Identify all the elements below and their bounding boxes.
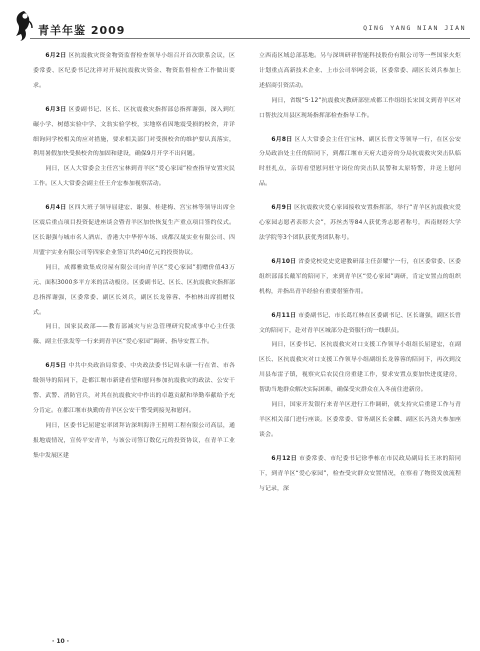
left-text-column — [33, 49, 235, 619]
chronicle-entry — [33, 320, 235, 350]
chronicle-entry — [259, 338, 461, 398]
entry-text: 市委副书记、市长葛红林在区委副书记、区长谢强，副区长曾文的陪同下，赴对青羊区城部分赴资服行的一线职员。 — [259, 312, 461, 334]
entry-text: 同日，区人大常委会主任宫宝林到青羊区“爱心家园”检查指导安置灾民工作。区人大常委会副主任王介宏参加视察活动。 — [33, 166, 235, 188]
entry-text: 同日，国家开发银行来青羊区进行工作调研，就支持灾后重建工作与青羊区相关部门进行座谈。区委常委、常务副区长金麟、副区长冯劲夫参加座谈会。 — [259, 402, 461, 438]
chronicle-entry — [33, 201, 235, 261]
entry-date: 6月3日 — [45, 106, 67, 113]
header-rule — [30, 38, 470, 39]
chronicle-entry — [259, 255, 461, 300]
chronicle-entry — [259, 49, 461, 94]
entry-date: 6月11日 — [271, 312, 297, 319]
entry-text: 市委常委、市纪委书记徐季栋在市民政局副局长王冰的陪同下，到青羊区“爱心家园”，检查受灾群众安置情况，在察看了物资发放流程与记录，深 — [259, 455, 461, 492]
entry-date: 6月9日 — [271, 205, 293, 212]
chronicle-entry — [33, 359, 235, 419]
entry-text: 同日，区委书记、区抗震救灾对口支援工作领导小组组长屈建宏，在副区长、区抗震救灾对口支援工作领导小组副组长龙蓉蓉的陪同下，再次到汶川县布雷子镇，视察灾后农民住房重建工作，要求安置点要加快进度建房，帮助当地群众解决实际困难，确保受灾群众在入冬前住进新房。 — [259, 342, 461, 394]
page-header — [0, 0, 480, 46]
entry-text: 同日，区委书记屈建宏率团拜访深圳海洋王照明工程有限公司高层，通报地震情况，宣传平安青羊，与该公司签订数亿元的投资协议，在青羊工业集中发展区建 — [33, 422, 235, 459]
chronicle-entry — [33, 419, 235, 464]
chronicle-entry — [259, 201, 461, 246]
chronicle-entry — [259, 452, 461, 497]
entry-text: 省委党校党史党建教研部主任彭耀宁一行，在区委常委、区委组织部部长戴军的陪同下，来到青羊区“爱心家园”调研，肯定安置点的组织机构，并指出青羊经验有重要借鉴作用。 — [259, 258, 461, 295]
entry-date: 6月8日 — [271, 136, 293, 143]
entry-date: 6月5日 — [45, 363, 67, 370]
chronicle-entry — [259, 94, 461, 124]
entry-text: 同日，国家民政部——教育部减灾与应急管理研究院成事中心主任张薇、副主任张发等一行来到青羊区“爱心家园”调研、指导安置工作。 — [33, 324, 235, 346]
chronicle-entry — [33, 49, 235, 94]
entry-date: 6月4日 — [45, 205, 67, 212]
right-text-column — [259, 49, 461, 619]
chronicle-entry — [259, 309, 461, 339]
chronicle-entry — [259, 398, 461, 443]
entry-text: 区人大常委会主任宫宝林、副区长曾文等领导一行，在区公安分局政治处主任的陪同下，到都江堰市天府大道旁的分局抗震救灾突击队临时驻扎点，亲切看望慰问驻守岗位的突击队民警和太原特警，并送上慰问品。 — [259, 136, 461, 188]
entry-text: 区抗震救灾爱心家园接收安置指挥部，举行“青羊区抗震救灾爱心家园志愿者表彰大会”，苏丝杰等84人获优秀志愿者称号，西南财经大学法学院等3个团队获优秀团队称号。 — [259, 205, 461, 241]
chronicle-entry — [33, 261, 235, 321]
entry-text: 区抗震救灾资金物资监督检查领导小组召开首次联系会议，区委常委、区纪委书记沈祥对开展抗震救灾资金、物资监督检查工作做出要求。 — [33, 53, 235, 89]
yearbook-pinyin-title: QING YANG NIAN JIAN — [363, 24, 466, 32]
yearbook-title: 青羊年鉴 2009 — [38, 24, 126, 37]
entry-date: 6月12日 — [271, 455, 297, 462]
chronicle-entry — [33, 103, 235, 163]
entry-text: 同日，成都雅致集成房屋有限公司向青羊区“爱心家园”捐赠价值43万元、面积3000多平方米的活动板房。区委副书记、区长、区抗震救灾指挥部总指挥谢强，区委常委、副区长刘兵，副区长龙蓉蓉、李柏林出席捐赠仪式。 — [33, 264, 235, 316]
chronicle-entry — [33, 162, 235, 192]
entry-date: 6月10日 — [271, 258, 297, 265]
entry-date: 6月2日 — [45, 53, 67, 59]
entry-text: 同日，省级“5·12”抗震救灾教研部驻成都工作组组长宋国文到青羊区对口帮扶汶川县区现场指挥部检查指导工作。 — [259, 97, 461, 119]
entry-text: 区委副书记、区长、区抗震救灾指挥部总指挥谢强，深入到红碾小学、树德实验中学、文翁实验学校，实地察看因地震受损的校舍，并详细询问学校相关的应对措施，要求相关部门对受损校舍的维护要认真落实，利用暑假加快受损校舍的加固和建设，确保9月开学不出问题。 — [33, 106, 235, 158]
entry-text: 中共中央政治局常委、中央政法委书记周永康一行在省、市各级领导的陪同下，赴都江堰市新建看望和慰问参加抗震救灾的政法、公安干警、武警、消防官兵，对其在抗震救灾中作出的卓越贡献和举勤奉献给予充分肯定。在都江堰市执勤的青羊区公安干警受到接见和慰问。 — [33, 363, 235, 414]
page-number: · 10 · — [52, 638, 70, 645]
entry-text: 立西南区域总部基地。另与深圳研祥智能科技股份有限公司等一些国家火炬计划重点高新技术企业、上市公司举网会谈，区委常委、副区长刘兵参加上述招商引资活动。 — [259, 53, 461, 89]
entry-text: 区四大班子领导屈建宏、谢强、桂建梅、宫宝林等领导出席全区震后重点项目投资促进座谈会暨青羊区加快恢复生产重点项目签约仪式。区长谢强与城市名人酒店、香港大中华停车场、成都汉晟实业有限公司、四川盟宇实业有限公司等四家企业签订共约40亿元的投资协议。 — [33, 205, 235, 256]
chronicle-entry — [259, 133, 461, 193]
